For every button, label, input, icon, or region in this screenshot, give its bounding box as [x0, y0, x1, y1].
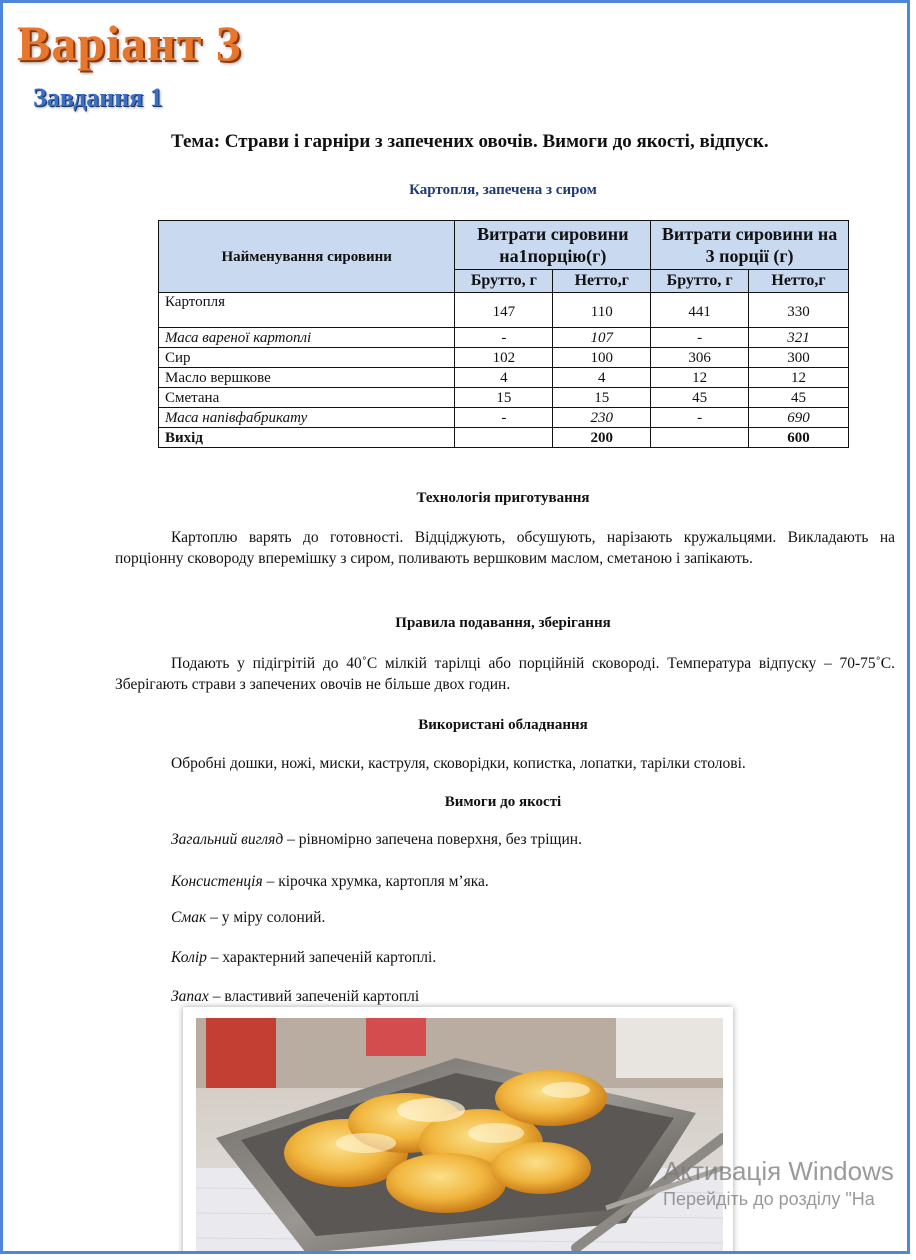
cell-value: 15 [455, 388, 553, 408]
cell-value: 4 [455, 368, 553, 388]
cell-value: 12 [749, 368, 849, 388]
cell-value: 321 [749, 328, 849, 348]
row-name: Маса вареної картоплі [159, 328, 455, 348]
cell-value: 300 [749, 348, 849, 368]
table-row [159, 388, 849, 408]
dish-photo-image [196, 1018, 723, 1254]
cell-value: 45 [749, 388, 849, 408]
cell-value: 147 [455, 293, 553, 328]
quality-item [171, 987, 419, 1007]
quality-term: Колір [171, 949, 207, 966]
row-name: Сир [159, 348, 455, 368]
quality-text: – характерний запеченій картоплі. [206, 949, 437, 966]
quality-title: Вимоги до якості [444, 794, 562, 810]
header-per-portion: Витрати сировини на1порцію(г) [455, 221, 651, 270]
cell-value: 15 [553, 388, 651, 408]
cell-value: 100 [553, 348, 651, 368]
cell-value: 306 [651, 348, 749, 368]
row-name: Сметана [159, 388, 455, 408]
quality-term: Загальний вигляд [171, 831, 284, 848]
quality-text: – у міру солоний. [206, 909, 326, 926]
header-net-1: Нетто,г [553, 270, 651, 293]
quality-text: – рівномірно запечена поверхня, без тріщин. [283, 831, 582, 848]
dish-photo [183, 1007, 733, 1254]
row-name: Картопля [159, 293, 455, 328]
table-row [159, 348, 849, 368]
cell-value: - [651, 408, 749, 428]
quality-term: Смак [171, 909, 207, 926]
table-row [159, 293, 849, 328]
serving-text: Подають у підігрітій до 40˚С мілкій тарілці або порційній сковороді. Температура відпуску – 70-75˚С. Зберігають страви з запечених овочів не більше двох годин. [115, 655, 895, 693]
table-row [159, 328, 849, 348]
cell-value: - [455, 408, 553, 428]
quality-item [171, 908, 325, 928]
watermark-line2: Перейдіть до розділу "На [663, 1189, 875, 1209]
windows-activation-watermark [663, 1155, 894, 1211]
technology-paragraph [115, 527, 895, 569]
row-name: Масло вершкове [159, 368, 455, 388]
task-heading: Завдання 1 [33, 83, 163, 112]
equipment-text: Обробні дошки, ножі, миски, каструля, сковорідки, копистка, лопатки, тарілки столові. [171, 755, 746, 772]
serving-paragraph [115, 653, 895, 695]
cell-value: 600 [749, 428, 849, 448]
header-gross-1: Брутто, г [455, 270, 553, 293]
quality-item [171, 948, 436, 968]
technology-text: Картоплю варять до готовності. Відціджують, обсушують, нарізають кружальцями. Викладають на порціонну сковороду вперемішку з сиром, поливають вершковим маслом, сметаною і запікають. [115, 529, 895, 567]
row-name: Маса напівфабрикату [159, 408, 455, 428]
table-row [159, 368, 849, 388]
dish-title: Картопля, запечена з сиром [409, 182, 597, 198]
cell-value: 230 [553, 408, 651, 428]
cell-value: 690 [749, 408, 849, 428]
cell-value: 12 [651, 368, 749, 388]
cell-value [455, 428, 553, 448]
cell-value [651, 428, 749, 448]
serving-title: Правила подавання, зберігання [395, 615, 611, 631]
watermark-line1: Активація Windows [663, 1156, 894, 1186]
cell-value: - [651, 328, 749, 348]
header-gross-3: Брутто, г [651, 270, 749, 293]
table-row-total [159, 428, 849, 448]
cell-value: 102 [455, 348, 553, 368]
cell-value: 441 [651, 293, 749, 328]
quality-item [171, 872, 489, 892]
quality-text: – кірочка хрумка, картопля м’яка. [262, 873, 489, 890]
header-ingredient-name: Найменування сировини [159, 221, 455, 293]
cell-value: 200 [553, 428, 651, 448]
header-net-3: Нетто,г [749, 270, 849, 293]
theme-text: : Страви і гарніри з запечених овочів. Вимоги до якості, відпуск. [213, 131, 769, 152]
cell-value: 107 [553, 328, 651, 348]
baked-potato-illustration [196, 1018, 723, 1254]
cell-value: - [455, 328, 553, 348]
equipment-title: Використані обладнання [418, 717, 588, 733]
theme-line [171, 129, 901, 155]
variant-heading: Варіант 3 [17, 15, 242, 71]
quality-text: – властивий запеченій картоплі [208, 988, 420, 1005]
cell-value: 45 [651, 388, 749, 408]
table-row [159, 408, 849, 428]
equipment-paragraph [115, 753, 895, 774]
cell-value: 4 [553, 368, 651, 388]
cell-value: 330 [749, 293, 849, 328]
recipe-table [158, 220, 849, 448]
quality-term: Консистенція [171, 873, 263, 890]
row-name: Вихід [159, 428, 455, 448]
header-three-portions: Витрати сировини на 3 порції (г) [651, 221, 849, 270]
cell-value: 110 [553, 293, 651, 328]
technology-title: Технологія приготування [416, 490, 590, 506]
theme-label: Тема [171, 131, 214, 152]
quality-item [171, 830, 582, 850]
quality-term: Запах [171, 988, 209, 1005]
